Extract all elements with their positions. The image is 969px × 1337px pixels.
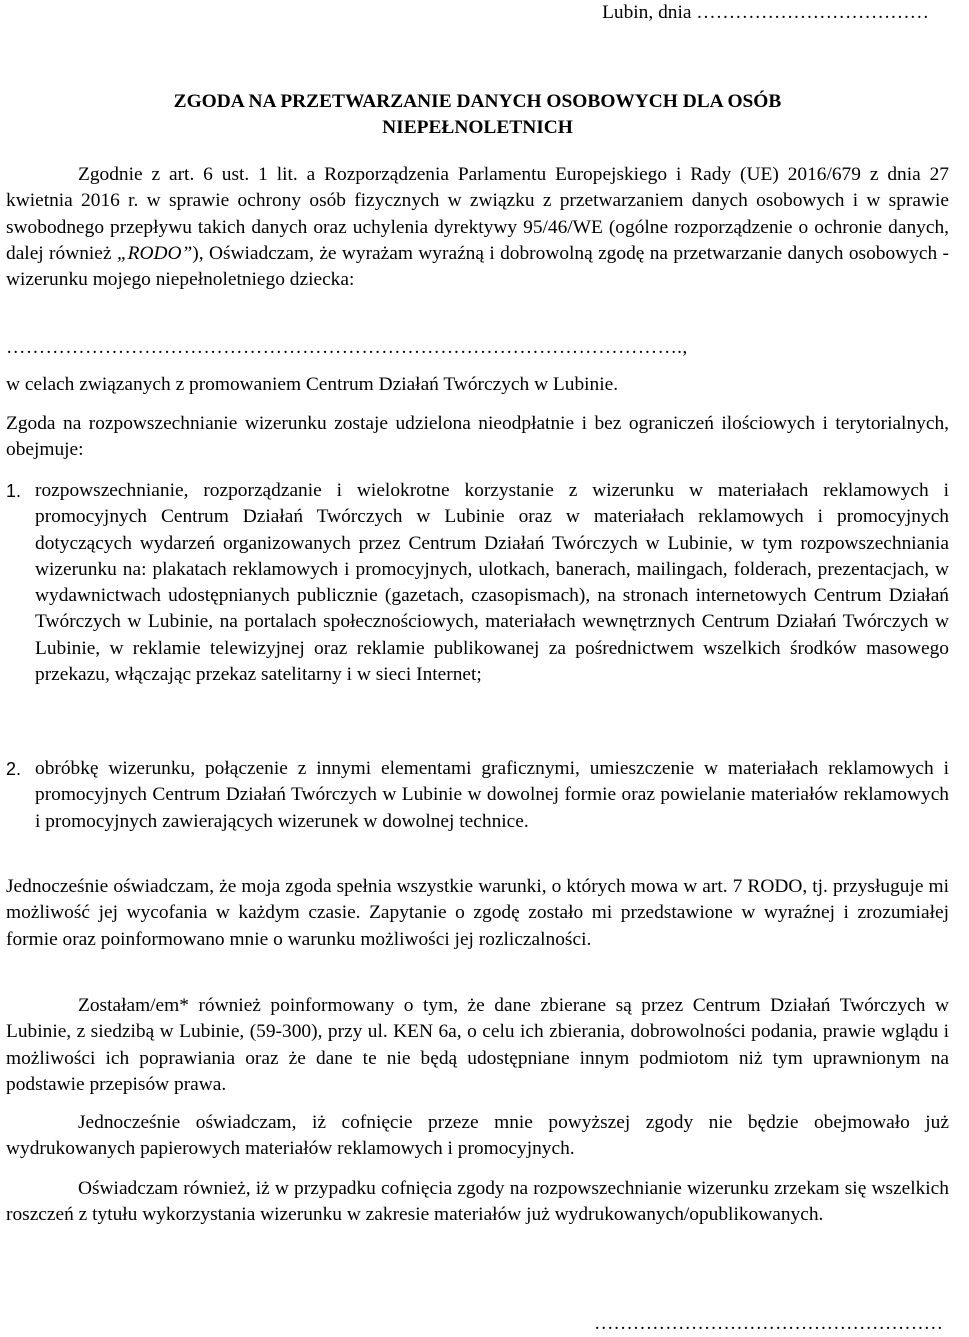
document-title-line-1: ZGODA NA PRZETWARZANIE DANYCH OSOBOWYCH DLA OSÓB xyxy=(173,91,782,112)
rodo-abbreviation: „RODO” xyxy=(116,242,193,264)
withdrawal-paragraph: Jednocześnie oświadczam, że moja zgoda spełnia wszystkie warunki, o których mowa w art. 7 RODO, tj. przysługuje mi możliwość jej wycofania w każdym czasie. Zapytanie o zgodę zostało mi przedstawione w wyraźnej i zrozumiałej formie oraz poinformowano mnie o warunku możliwości jej rozliczalności. xyxy=(6,876,949,950)
place-date-line: Lubin, dnia ……………………………… xyxy=(602,2,929,23)
intro-text-end: ), Oświadczam, że wyrażam wyraźną i dobrowolną zgodę na przetwarzanie danych osobowych - wizerunku mojego niepełnoletniego dziecka: xyxy=(6,242,949,291)
printed-materials-paragraph: Jednocześnie oświadczam, iż cofnięcie przeze mnie powyższej zgody nie będzie obejmowało już wydrukowanych papierowych materiałów reklamowych i promocyjnych. xyxy=(6,1112,949,1160)
scope-intro-paragraph: Zgoda na rozpowszechnianie wizerunku zostaje udzielona nieodpłatnie i bez ograniczeń ilościowych i terytorialnych, obejmuje: xyxy=(6,413,949,461)
purpose-paragraph: w celach związanych z promowaniem Centrum Działań Twórczych w Lubinie. xyxy=(6,374,619,395)
intro-paragraph xyxy=(6,162,949,293)
list-item xyxy=(6,478,949,688)
document-title xyxy=(6,89,949,142)
child-name-field: …………………………………………………………………………………………., xyxy=(6,337,688,358)
list-item xyxy=(6,756,949,835)
list-item-text: rozpowszechnianie, rozporządzanie i wielokrotne korzystanie z wizerunku w materiałach reklamowych i promocyjnych Centrum Działań Twórczych w Lubinie oraz w materiałach reklamowych i promocyjnych dotyczących wydarzeń organizowanych przez Centrum Działań Twórczych w Lubinie, w tym rozpowszechniania wizerunku na: plakatach reklamowych i promocyjnych, ulotkach, banerach, mailingach, folderach, prezentacjach, w wydawnictwach udostępnianych publicznie (gazetach, czasopismach), na stronach internetowych Centrum Działań Twórczych w Lubinie, na portalach społecznościowych, materiałach wewnętrznych Centrum Działań Twórczych w Lubinie, w reklamie telewizyjnej oraz reklamie publikowanej za pośrednictwem wszelkich środków masowego przekazu, włączając przekaz satelitarny i w sieci Internet; xyxy=(35,480,949,686)
informed-paragraph: Zostałam/em* również poinformowany o tym, że dane zbierane są przez Centrum Działań Twórczych w Lubinie, z siedzibą w Lubinie, (59-300), przy ul. KEN 6a, o celu ich zbierania, dobrowolności podania, prawie wglądu i możliwości ich poprawiania oraz że dane te nie będą udostępniane innym podmiotom niż tym uprawnionym na podstawie przepisów prawa. xyxy=(6,995,949,1095)
waiver-paragraph: Oświadczam również, iż w przypadku cofnięcia zgody na rozpowszechnianie wizerunku zrzekam się wszelkich roszczeń z tytułu wykorzystania wizerunku w zakresie materiałów już wydrukowanych/opublikowanych. xyxy=(6,1178,949,1226)
intro-text-start: Zgodnie z art. 6 ust. 1 lit. a Rozporządzenia Parlamentu Europejskiego i Rady (UE) 2016/679 z dnia 27 kwietnia 2016 r. w sprawie ochrony osób fizycznych w związku z przetwarzaniem danych osobowych i w sprawie swobodnego przepływu takich danych oraz uchylenia dyrektywy 95/46/WE (ogólne rozporządzenie o ochronie danych, dalej również xyxy=(6,164,949,264)
list-item-number: 1. xyxy=(6,481,22,501)
document-title-line-2: NIEPEŁNOLETNICH xyxy=(382,117,573,139)
list-item-number: 2. xyxy=(6,759,22,779)
list-item-text: obróbkę wizerunku, połączenie z innymi elementami graficznymi, umieszczenie w materiałach reklamowych i promocyjnych Centrum Działań Twórczych w Lubinie w dowolnej formie oraz powielanie materiałów reklamowych i promocyjnych zawierających wizerunek w dowolnej technice. xyxy=(35,758,949,832)
signature-line: ……………………………………………… xyxy=(593,1313,943,1334)
